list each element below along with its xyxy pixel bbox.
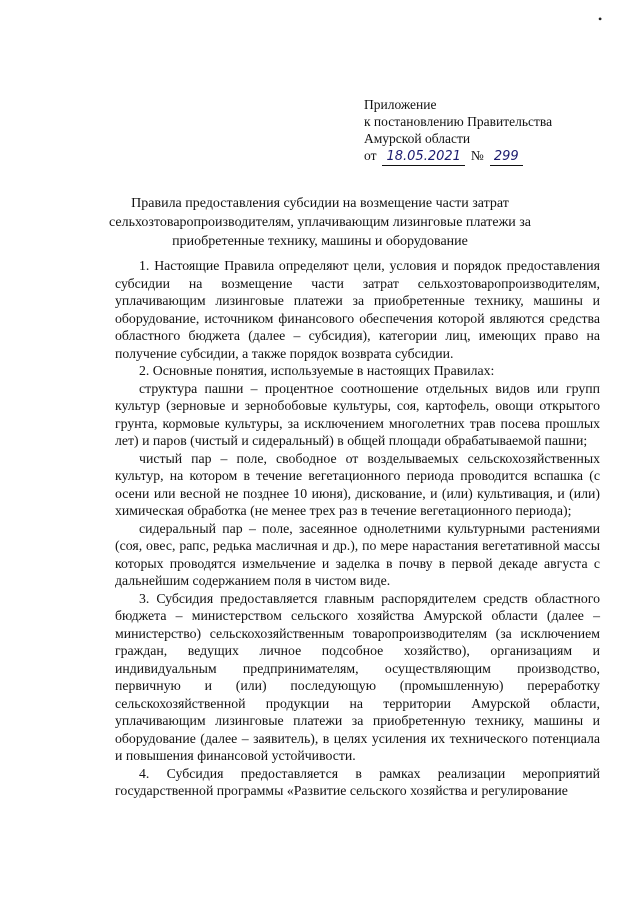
definition-green-manure-fallow: сидеральный пар – поле, засеянное однолетними культурными растениями (соя, овес, рапс, редька масличная и др.), по мере нарастания вегетативной массы которых проводятся измельчение и заделка в почву в первой декаде августа с дальнейшим содержанием поля в чистом виде. — [115, 520, 600, 588]
appendix-header — [364, 96, 614, 166]
corner-mark: • — [598, 12, 603, 26]
definition-arable-structure: структура пашни – процентное соотношение отдельных видов или групп культур (зерновые и зернобобовые культуры, соя, картофель, овощи открытого грунта, кормовые культуры, за исключением многолетних трав посева прошлых лет) и паров (чистый и сидеральный) в общей площади обрабатываемой пашни; — [115, 380, 600, 448]
appendix-label: Приложение — [364, 97, 437, 112]
decree-date: 18.05.2021 — [382, 148, 464, 166]
definition-clean-fallow: чистый пар – поле, свободное от возделываемых сельскохозяйственных культур, на котором в течение вегетационного периода проводится вспашка (с осени или весной не позднее 10 июня), дискование, и (или) культивация, и (или) химическая обработка (не менее трех раз в течение вегетационного периода); — [115, 450, 600, 518]
decree-number: 299 — [490, 148, 523, 166]
document-body — [115, 257, 600, 800]
appendix-decree: к постановлению Правительства — [364, 114, 553, 129]
paragraph-3: 3. Субсидия предоставляется главным распорядителем средств областного бюджета – министерством сельского хозяйства Амурской области (далее – министерство) сельскохозяйственным товаропроизводителям (за исключением граждан, ведущих личное подсобное хозяйство), организациям и индивидуальным предпринимателям, осуществляющим производство, первичную и (или) последующую (промышленную) переработку сельскохозяйственной продукции на территории Амурской области, уплачивающим лизинговые платежи за приобретенную технику, машины и оборудование (далее – заявитель), в целях усиления их технического потенциала и повышения финансовой устойчивости. — [115, 590, 600, 763]
document-title: Правила предоставления субсидии на возмещение части затрат сельхозтоваропроизводителям, уплачивающим лизинговые платежи за приобретенные технику, машины и оборудование — [109, 196, 531, 249]
date-prefix: от — [364, 148, 377, 163]
appendix-date-number — [364, 147, 614, 166]
paragraph-1: 1. Настоящие Правила определяют цели, условия и порядок предоставления субсидии на возмещение части затрат сельхозтоваропроизводителям, уплачивающим лизинговые платежи за приобретенные технику, машины и оборудование, источником финансового обеспечения которой являются средства областного бюджета (далее – субсидия), категории лиц, имеющих право на получение субсидии, а также порядок возврата субсидии. — [115, 258, 600, 361]
paragraph-2: 2. Основные понятия, используемые в настоящих Правилах: — [139, 363, 495, 378]
paragraph-4: 4. Субсидия предоставляется в рамках реализации мероприятий государственной программы «Развитие сельского хозяйства и регулирование — [115, 765, 600, 798]
appendix-region: Амурской области — [364, 131, 471, 146]
number-prefix: № — [470, 148, 484, 163]
